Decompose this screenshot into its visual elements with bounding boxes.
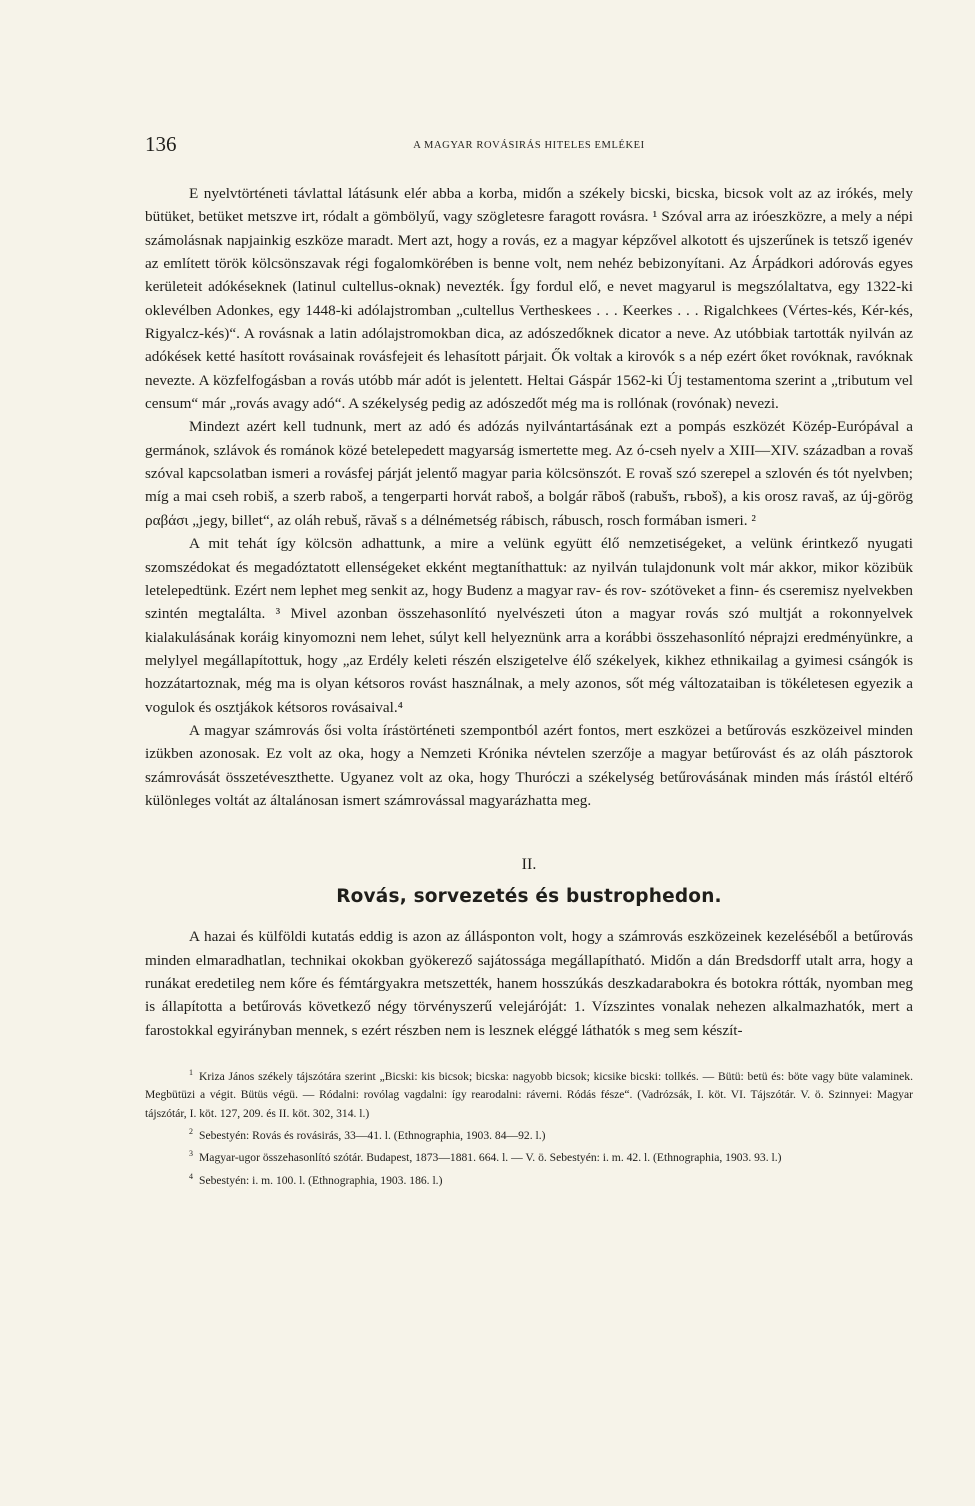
- paragraph: A magyar számrovás ősi volta írástörténeti szempontból azért fontos, mert eszközei a betűrovás eszközeivel minden izükben azonosak. Ez volt az oka, hogy a Nemzeti Krónika névtelen szerzője a magyar betűrovást és az oláh pásztorok számrovását összetéveszthette. Ugyanez volt az oka, hogy Thuróczi a székelység betűrovásának minden más írástól eltérő különleges voltát az általánosan ismert számrovással magyarázhatta meg.: [145, 721, 913, 809]
- footnote-text: Sebestyén: i. m. 100. l. (Ethnographia, 1903. 186. l.): [199, 1173, 443, 1187]
- footnote: [145, 1123, 913, 1145]
- page-number: 136: [145, 132, 177, 156]
- paragraph: E nyelvtörténeti távlattal látásunk elér abba a korba, midőn a székely bicski, bicska, bicsok volt az az irókés, mely bütüket, betüket metszve irt, ródalt a gömbölyű, vagy szögletesre faragott rovásra. ¹ Szóval arra az iróeszközre, a mely a népi számolásnak napjainkig eszköze maradt. Mert azt, hogy a rovás, ez a magyar képzővel alkotott és ujszerűnek is tetsző igenév az említett török kölcsönszavak régi fogalomkörében is benne volt, nem nehéz bebizonyítani. Az Árpádkori adórovás egyes kerületeit adókéseknek (latinul cultellus-oknak) nevezték. Így fordul elő, e nevet magyarul is megszólaltatva, egy 1322-ki oklevélben Adonkes, egy 1448-ki adólajstromban „cultellus Vertheskees . . . Keerkes . . . Rigalchkees (Vértes-kés, Kér-kés, Rigyalcz-kés)“. A rovásnak a latin adólajstromokban dica, az adószedőknek dicator a neve. Az utóbbiak tartották nyilván az adókések ketté hasított rovásainak rovásfejeit és lehasított párjait. Ők voltak a kirovók s a nép ezért őket rovóknak, ravóknak nevezte. A közfelfogásban a rovás utóbb már adót is jelentett. Heltai Gáspár 1562-ki Új testamentoma szerint a „tributum vel censum“ már „rovás avagy adó“. A székelység pedig az adószedőt még ma is rollónak (rovónak) nevezi.: [145, 185, 913, 413]
- footnote-mark: 3: [189, 1149, 193, 1159]
- section-title: Rovás, sorvezetés és bustrophedon.: [336, 886, 722, 908]
- footnote-mark: 4: [189, 1171, 193, 1181]
- running-head: [145, 132, 913, 168]
- footnote: [145, 1168, 913, 1190]
- paragraph: A hazai és külföldi kutatás eddig is azon az állásponton volt, hogy a számrovás eszközeinek kezeléséből a betűrovás minden elmaradhatlan, technikai okokban gyökerező sajátossága megállapítható. Midőn a dán Bredsdorff utalt arra, hogy a runákat eredetileg nem kőre és fémtárgyakra metszették, hanem hosszúkás deszkadarabokra és botokra rótták, nyomban meg is állapította a betűrovás következő négy törvényszerű velejáróját: 1. Vízszintes vonalak nehezen alkalmazhatók, mert a farostokkal egyirányban mennek, s ezért részben nem is lesznek eléggé láthatók s meg sem készít-: [145, 928, 913, 1039]
- main-text: [145, 182, 913, 812]
- footnote: [145, 1145, 913, 1167]
- footnote: [145, 1064, 913, 1123]
- running-title: A MAGYAR ROVÁSIRÁS HITELES EMLÉKEI: [413, 140, 645, 151]
- paragraph: A mit tehát így kölcsön adhattunk, a mire a velünk együtt élő nemzetiségeket, a velünk érintkező nyugati szomszédokat és megadóztatott ellenségeket ekként megtaníthattuk: az nyilván tulajdonunk volt már akkor, mikor közibük letelepedtünk. Ezért nem lephet meg senkit az, hogy Budenz a magyar rav- és rov- szótöveket a finn- és cseremisz nyelvekben szintén megtalálta. ³ Mivel azonban összehasonlító nyelvészeti úton a magyar rovás szó multját a rokonnyelvek kialakulásának koráig kinyomozni nem lehet, súlyt kell helyeznünk arra a korábbi összehasonlító néprajzi eredményünkre, a melylyel megállapítottuk, hogy „az Erdély keleti részén elszigetelve élő székelyek, kikhez ethnikailag a gyimesi csángók is hozzátartoznak, még ma is olyan kétsoros rovást használnak, a mely azonos, sőt még változataiban is tökéletesen egyezik a vogulok és osztjákok kétsoros rovásaival.⁴: [145, 535, 913, 716]
- footnote-text: Kriza János székely tájszótára szerint „Bicski: kis bicsok; bicska: nagyobb bicsok; kicsike bicski: tollkés. — Bütü: betü és: böte vagy büte valaminek. Megbütüzi a végit. Bütüs végü. — Ródalni: rovólag vagdalni: így rearodalni: ráverni. Ródás fésze“. (Vadrózsák, I. köt. VI. Tájszótár. V. ö. Szinnyei: Magyar tájszótár, I. köt. 127, 209. és II. köt. 302, 314. l.): [145, 1069, 913, 1120]
- footnote-text: Sebestyén: Rovás és rovásirás, 33—41. l. (Ethnographia, 1903. 84—92. l.): [199, 1128, 546, 1142]
- footnote-mark: 2: [189, 1127, 193, 1137]
- section-numeral: II.: [521, 856, 537, 874]
- section-text: [145, 925, 913, 1042]
- footnote-mark: 1: [189, 1068, 193, 1077]
- footnote-text: Magyar-ugor összehasonlító szótár. Budapest, 1873—1881. 664. l. — V. ö. Sebestyén: i. m. 42. l. (Ethnographia, 1903. 93. l.): [199, 1151, 782, 1165]
- footnotes: [145, 1064, 913, 1190]
- paragraph: Mindezt azért kell tudnunk, mert az adó és adózás nyilvántartásának ezt a pompás eszközét Közép-Európával a germánok, szlávok és románok közé betelepedett magyarság ismertette meg. Az ó-cseh nyelv a XIII—XIV. században a rovaš szóval kapcsolatban ismeri a rovásfej párját jelentő magyar paria kölcsönszót. E rovaš szó szerepel a szlovén és tót nyelvben; míg a mai cseh robiš, a szerb raboš, a tengerparti horvát raboš, a bolgár răboš (rabušъ, rъboš), a kis orosz ravaš, az új-görög ραβάσι „jegy, billet“, az oláh rebuš, răvaš s a délnémetség rábisch, rábusch, rosch formában ismeri. ²: [145, 418, 913, 529]
